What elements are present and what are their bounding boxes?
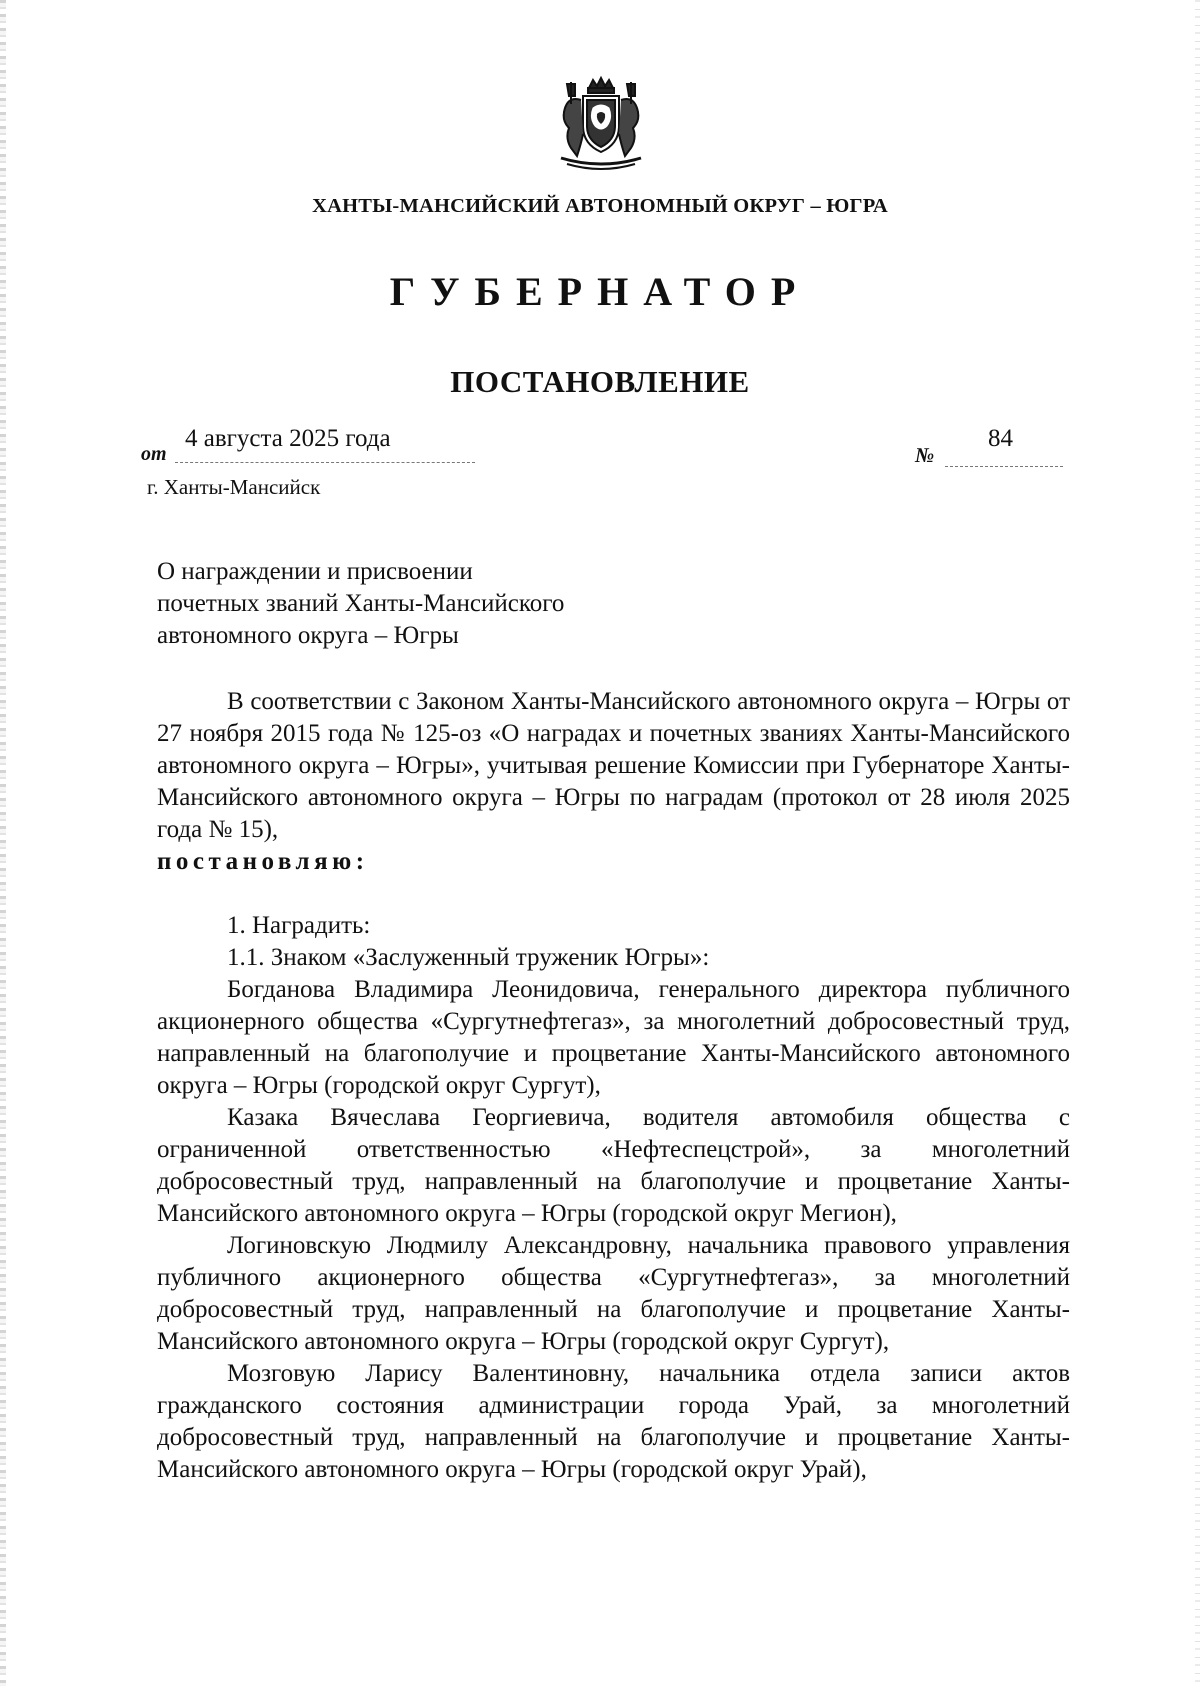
item-1: 1. Наградить: [227, 912, 371, 939]
awardee-paragraph: Мозговую Ларису Валентиновну, начальника отдела записи актов гражданского состояния администрации города Урай, за многолетний добросовестный труд, направленный на благополучие и процветание Ханты-Мансийского автономного округа – Югры (городской округ Урай), [157, 1360, 1070, 1483]
awardee-paragraph: Казака Вячеслава Георгиевича, водителя автомобиля общества с ограниченной ответственностью «Нефтеспецстрой», за многолетний добросовестный труд, направленный на благополучие и процветание Ханты-Мансийского автономного округа – Югры (городской округ Мегион), [157, 1104, 1070, 1227]
number-label: № [915, 443, 935, 467]
issue-city: г. Ханты-Мансийск [147, 475, 321, 499]
region-title: ХАНТЫ-МАНСИЙСКИЙ АВТОНОМНЫЙ ОКРУГ – ЮГРА [312, 195, 888, 217]
authority-title: ГУБЕРНАТОР [389, 269, 811, 314]
subject-line: О награждении и присвоении [157, 558, 473, 585]
document-body [157, 686, 1070, 1486]
subject-line: почетных званий Ханты-Мансийского [157, 590, 565, 617]
document-subject [157, 556, 564, 652]
scan-edge-left [0, 0, 6, 1686]
resolve-line [157, 846, 1070, 878]
awardee-paragraph: Богданова Владимира Леонидовича, генерального директора публичного акционерного общества «Сургутнефтегаз», за многолетний добросовестный труд, направленный на благополучие и процветание Ханты-Мансийского автономного округа – Югры (городской округ Сургут), [157, 976, 1070, 1099]
resolve-word: постановляю [157, 848, 356, 875]
preamble-paragraph: В соответствии с Законом Ханты-Мансийского автономного округа – Югры от 27 ноября 2015 года № 125-оз «О наградах и почетных званиях Ханты-Мансийского автономного округа – Югры», учитывая решение Комиссии при Губернаторе Ханты-Мансийского автономного округа – Югры по наградам (протокол от 28 июля 2025 года № 15), [157, 688, 1070, 843]
coat-of-arms-emblem [547, 74, 655, 174]
paragraph-gap [157, 878, 1070, 910]
date-underline [175, 462, 475, 463]
subject-line: автономного округа – Югры [157, 622, 459, 649]
document-date: 4 августа 2025 года [185, 425, 391, 452]
date-label: от [141, 443, 167, 465]
scan-edge-right [1195, 0, 1200, 1686]
document-type-title: ПОСТАНОВЛЕНИЕ [450, 364, 750, 399]
item-1-1: 1.1. Знаком «Заслуженный труженик Югры»: [227, 944, 710, 971]
awardee-paragraph: Логиновскую Людмилу Александровну, начальника правового управления публичного акционерного общества «Сургутнефтегаз», за многолетний добросовестный труд, направленный на благополучие и процветание Ханты-Мансийского автономного округа – Югры (городской округ Сургут), [157, 1232, 1070, 1355]
resolve-colon: : [355, 848, 365, 875]
document-number: 84 [988, 425, 1013, 452]
number-underline [945, 466, 1063, 467]
